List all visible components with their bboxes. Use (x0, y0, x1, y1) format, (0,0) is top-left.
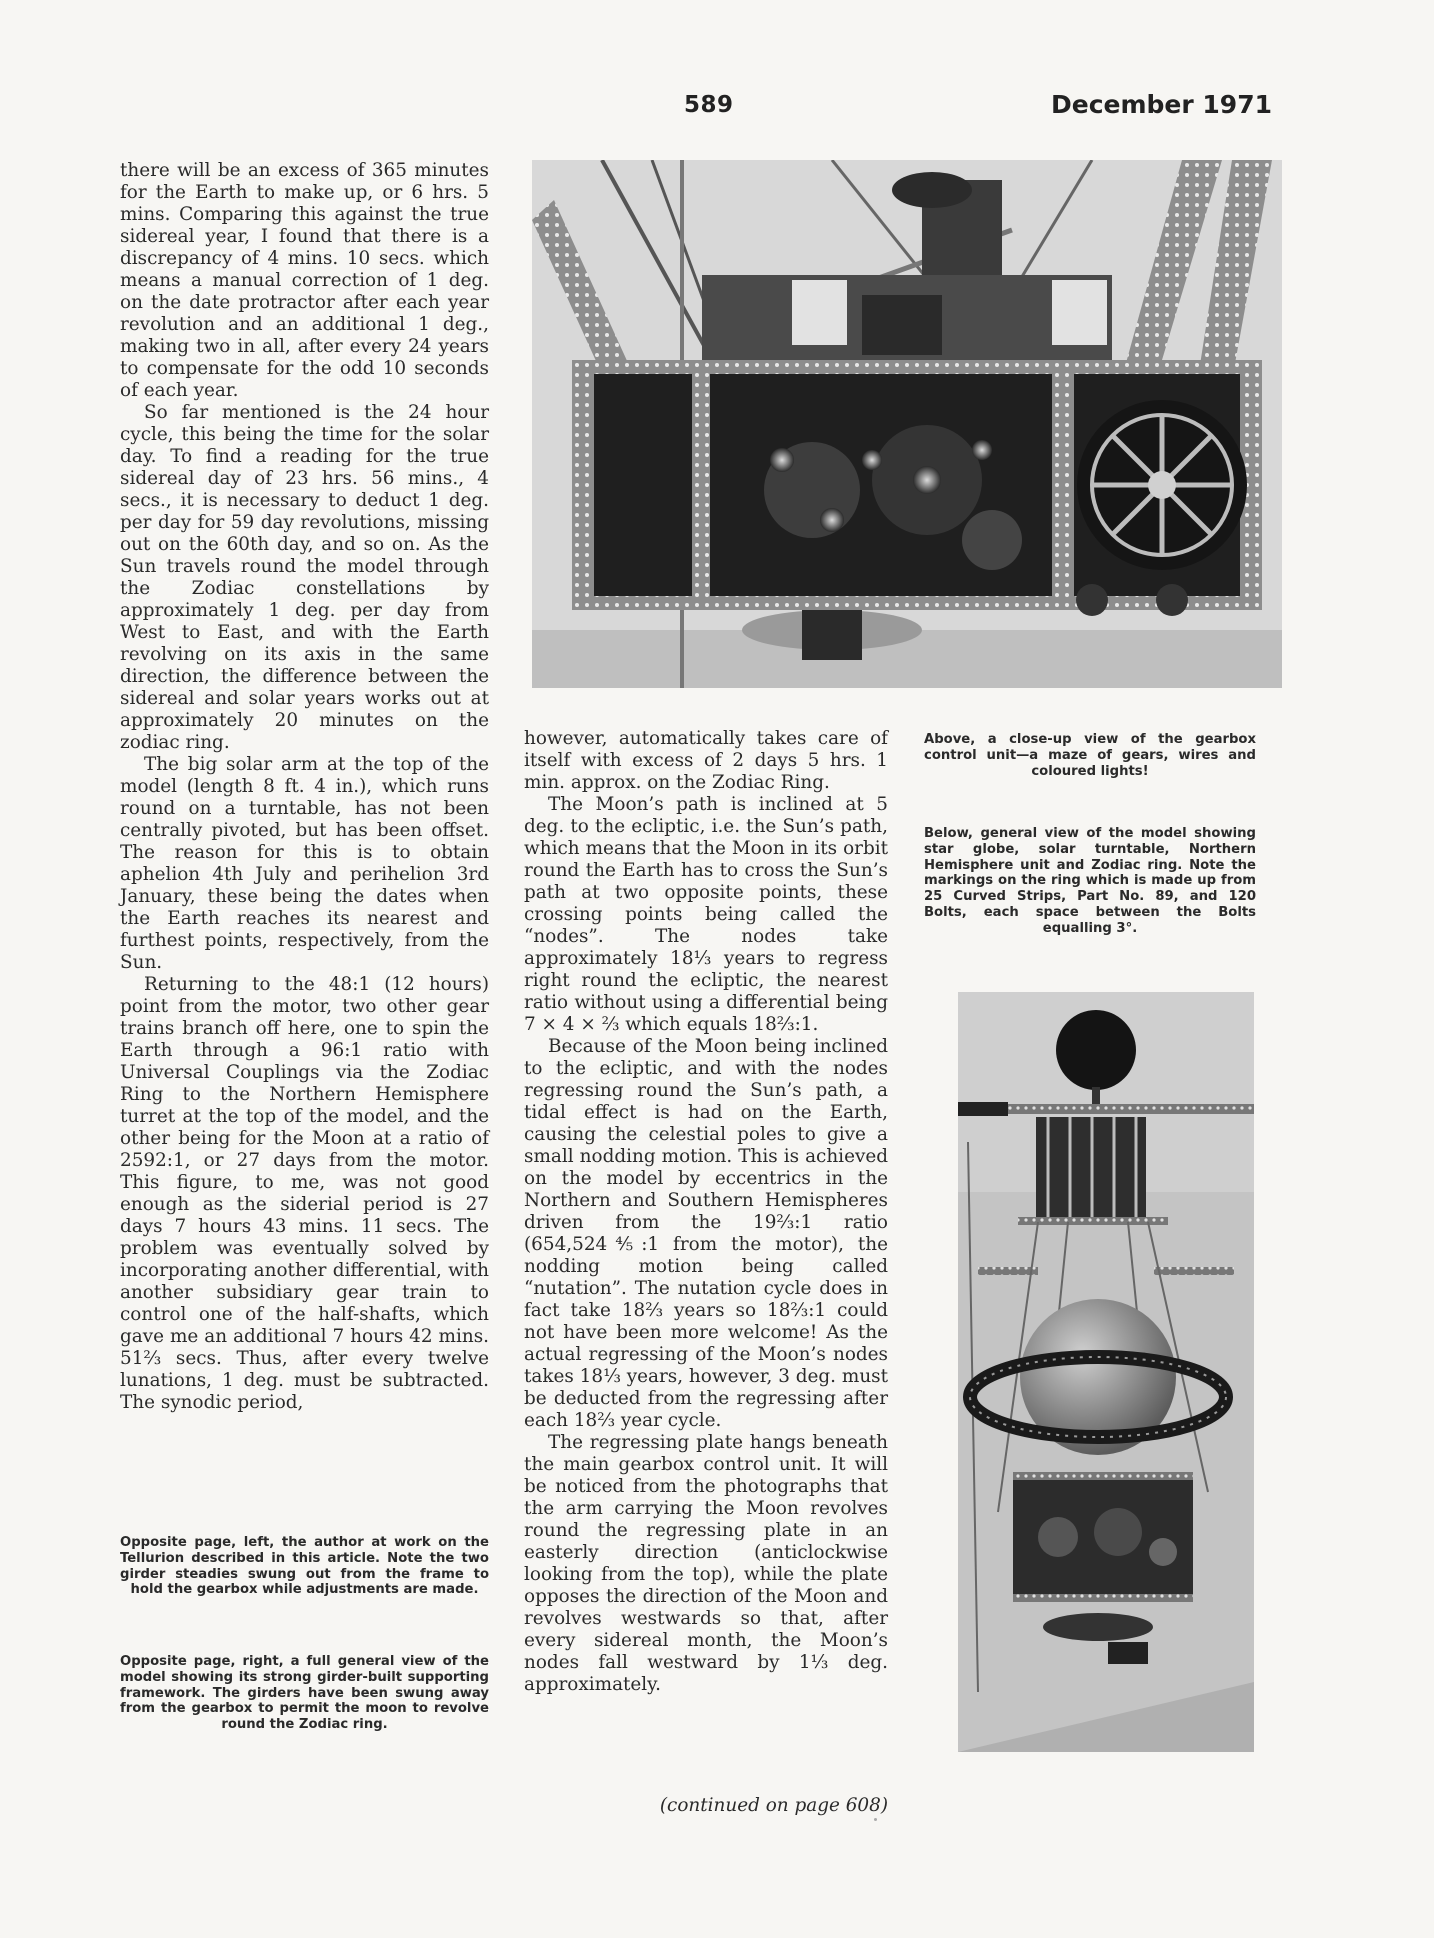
paragraph: however, automatically takes care of itself with excess of 2 days 5 hrs. 1 min. approx. on the Zodiac Ring. (524, 728, 888, 793)
paragraph: Returning to the 48:1 (12 hours) point from the motor, two other gear trains branch off here, one to spin the Earth through a 96:1 ratio with Universal Couplings via the Zodiac Ring to the Northern Hemisphere turret at the top of the model, and the other being for the Moon at a ratio of 2592:1, or 27 days from the motor. This figure, to me, was not good enough as the siderial period is 27 days 7 hours 43 mins. 11 secs. The problem was eventually solved by incorporating another differential, with another subsidiary gear train to control one of the half-shafts, which gave me an additional 7 hours 42 mins. 51⅔ secs. Thus, after every twelve lunations, 1 deg. must be subtracted. The synodic period, (120, 974, 489, 1413)
gearbox-photo (532, 160, 1282, 688)
paragraph: The big solar arm at the top of the model (length 8 ft. 4 in.), which runs round on a turntable, has not been centrally pivoted, but has been offset. The reason for this is to obtain aphelion 4th July and perihelion 3rd January, these being the dates when the Earth reaches its nearest and furthest points, respectively, from the Sun. (120, 754, 489, 973)
paragraph: The Moon’s path is inclined at 5 deg. to the ecliptic, i.e. the Sun’s path, which means that the Moon in its orbit round the Earth has to cross the Sun’s path at two opposite points, these crossing points being called the “nodes”. The nodes take approximately 18⅓ years to regress right round the ecliptic, the nearest ratio without using a differential being 7 × 4 × ⅔ which equals 18⅔:1. (524, 794, 888, 1035)
paragraph: The regressing plate hangs beneath the main gearbox control unit. It will be noticed from the photographs that the arm carrying the Moon revolves round the regressing plate in an easterly direction (anticlockwise looking from the top), while the plate opposes the direction of the Moon and revolves westwards so that, after every sidereal month, the Moon’s nodes fall westward by 1⅓ deg. approximately. (524, 1432, 888, 1695)
caption-opposite-right: Opposite page, right, a full general view of the model showing its strong girder-built supporting framework. The girders have been swung away from the gearbox to permit the moon to revolve round the Zodiac ring. (120, 1654, 489, 1733)
paragraph: So far mentioned is the 24 hour cycle, this being the time for the solar day. To find a reading for the true sidereal day of 23 hrs. 56 mins., 4 secs., it is necessary to deduct 1 deg. per day for 59 day revolutions, missing out on the 60th day, and so on. As the Sun travels round the model through the Zodiac constellations by approximately 1 deg. per day from West to East, and with the Earth revolving on its axis in the same direction, the difference between the sidereal and solar years works out at approximately 20 minutes on the zodiac ring. (120, 402, 489, 753)
continued-note (524, 1795, 888, 1816)
text-column-left (120, 160, 489, 1414)
issue-date: December 1971 (1051, 90, 1272, 119)
caption-opposite-left: Opposite page, left, the author at work on the Tellurion described in this article. Note the two girder steadies swung out from the frame to hold the gearbox while adjustments are made. (120, 1535, 489, 1598)
print-speck (874, 1818, 877, 1821)
text-column-middle (524, 728, 888, 1696)
paragraph: Because of the Moon being inclined to the ecliptic, and with the nodes regressing round the Sun’s path, a tidal effect is had on the Earth, causing the celestial poles to give a small nodding motion. This is achieved on the model by eccentrics in the Northern and Southern Hemispheres driven from the 19⅔:1 ratio (654,524⅘:1 from the motor), the nodding motion being called “nutation”. The nutation cycle does in fact take 18⅔ years so 18⅔:1 could not have been more welcome! As the actual regressing of the Moon’s nodes takes 18⅓ years, however, 3 deg. must be deducted from the regressing after each 18⅔ year cycle. (524, 1036, 888, 1431)
model-general-view-photo (958, 992, 1254, 1752)
caption-below: Below, general view of the model showing star globe, solar turntable, Northern Hemisphere unit and Zodiac ring. Note the markings on the ring which is made up from 25 Curved Strips, Part No. 89, and 120 Bolts, each space between the Bolts equalling 3°. (924, 826, 1256, 936)
continued-text: (continued on page 608) (659, 1795, 888, 1816)
caption-above: Above, a close-up view of the gearbox control unit—a maze of gears, wires and coloured lights! (924, 732, 1256, 779)
page-number: 589 (684, 92, 734, 118)
paragraph: there will be an excess of 365 minutes for the Earth to make up, or 6 hrs. 5 mins. Comparing this against the true sidereal year, I found that there is a discrepancy of 4 mins. 10 secs. which means a manual correction of 1 deg. on the date protractor after each year revolution and an additional 1 deg., making two in all, after every 24 years to compensate for the odd 10 seconds of each year. (120, 160, 489, 401)
